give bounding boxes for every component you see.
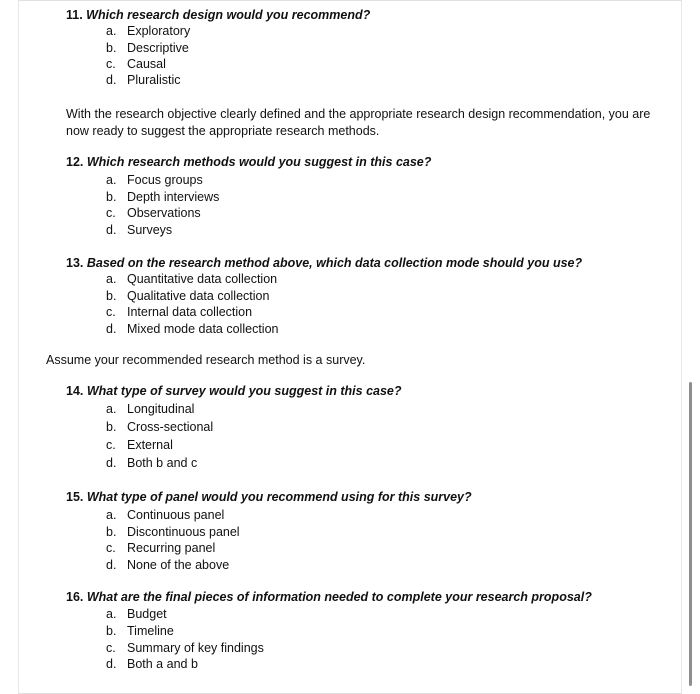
option-text: Summary of key findings — [127, 641, 264, 655]
option-text: Qualitative data collection — [127, 289, 270, 303]
option-letter: a. — [106, 272, 117, 286]
q14-option-c[interactable] — [106, 438, 173, 452]
option-text: Pluralistic — [127, 73, 181, 87]
question-11 — [66, 8, 370, 22]
q15-option-c[interactable] — [106, 541, 215, 555]
option-text: Focus groups — [127, 173, 203, 187]
option-letter: a. — [106, 24, 117, 38]
option-letter: b. — [106, 624, 117, 638]
question-number: 14. — [66, 384, 84, 398]
option-letter: d. — [106, 73, 117, 87]
option-text: Recurring panel — [127, 541, 216, 555]
q16-option-a[interactable] — [106, 607, 167, 621]
q14-option-a[interactable] — [106, 402, 194, 416]
option-letter: b. — [106, 420, 117, 434]
question-text: What type of survey would you suggest in this case? — [86, 384, 402, 398]
option-text: Continuous panel — [127, 508, 225, 522]
question-text: Based on the research method above, which data collection mode should you use? — [86, 256, 583, 270]
q14-option-d[interactable] — [106, 456, 197, 470]
q12-option-a[interactable] — [106, 173, 203, 187]
question-text: Which research methods would you suggest in this case? — [86, 155, 432, 169]
option-letter: b. — [106, 525, 117, 539]
q11-option-c[interactable] — [106, 57, 166, 71]
question-13 — [66, 256, 582, 270]
option-letter: a. — [106, 173, 117, 187]
option-letter: a. — [106, 402, 117, 416]
option-letter: b. — [106, 190, 117, 204]
option-letter: a. — [106, 508, 117, 522]
option-text: Timeline — [127, 624, 174, 638]
question-text: What are the final pieces of information needed to complete your research proposal? — [86, 590, 592, 604]
option-letter: c. — [106, 641, 116, 655]
option-text: Exploratory — [127, 24, 191, 38]
q12-option-d[interactable] — [106, 223, 172, 237]
question-number: 12. — [66, 155, 84, 169]
q16-option-c[interactable] — [106, 641, 264, 655]
question-number: 15. — [66, 490, 84, 504]
transition-paragraph: With the research objective clearly defined and the appropriate research design recommendation, you are now ready to suggest the appropriate research methods. — [66, 107, 651, 138]
option-text: Both a and b — [127, 657, 198, 671]
survey-note: Assume your recommended research method is a survey. — [46, 353, 366, 367]
q16-option-b[interactable] — [106, 624, 174, 638]
q15-option-b[interactable] — [106, 525, 240, 539]
option-letter: c. — [106, 57, 116, 71]
option-text: Both b and c — [127, 456, 198, 470]
option-text: Cross-sectional — [127, 420, 214, 434]
option-text: Surveys — [127, 223, 173, 237]
q14-option-b[interactable] — [106, 420, 213, 434]
q12-option-b[interactable] — [106, 190, 219, 204]
q13-option-a[interactable] — [106, 272, 277, 286]
option-letter: d. — [106, 223, 117, 237]
q13-option-b[interactable] — [106, 289, 269, 303]
option-text: Descriptive — [127, 41, 189, 55]
option-text: None of the above — [127, 558, 230, 572]
option-text: External — [127, 438, 173, 452]
option-text: Budget — [127, 607, 167, 621]
q12-option-c[interactable] — [106, 206, 201, 220]
option-text: Longitudinal — [127, 402, 195, 416]
q13-option-c[interactable] — [106, 305, 252, 319]
option-text: Internal data collection — [127, 305, 253, 319]
option-letter: c. — [106, 541, 116, 555]
question-number: 16. — [66, 590, 84, 604]
option-letter: b. — [106, 289, 117, 303]
question-16 — [66, 590, 592, 604]
question-12 — [66, 155, 431, 169]
question-number: 11. — [66, 8, 83, 22]
option-letter: b. — [106, 41, 117, 55]
q11-option-b[interactable] — [106, 41, 189, 55]
option-letter: a. — [106, 607, 117, 621]
option-letter: d. — [106, 657, 117, 671]
page-border-top — [18, 0, 682, 1]
option-letter: d. — [106, 558, 117, 572]
question-14 — [66, 384, 402, 398]
question-text: What type of panel would you recommend using for this survey? — [86, 490, 472, 504]
q11-option-d[interactable] — [106, 73, 181, 87]
option-text: Quantitative data collection — [127, 272, 278, 286]
option-text: Observations — [127, 206, 201, 220]
page-border-left — [18, 0, 19, 694]
question-number: 13. — [66, 256, 84, 270]
option-letter: c. — [106, 206, 116, 220]
q16-option-d[interactable] — [106, 657, 198, 671]
option-letter: c. — [106, 305, 116, 319]
vertical-scrollbar[interactable] — [689, 382, 692, 686]
option-letter: c. — [106, 438, 116, 452]
q13-option-d[interactable] — [106, 322, 278, 336]
option-letter: d. — [106, 456, 117, 470]
q15-option-a[interactable] — [106, 508, 224, 522]
page-border-right — [681, 0, 682, 694]
option-text: Depth interviews — [127, 190, 220, 204]
question-15 — [66, 490, 472, 504]
question-text: Which research design would you recommend? — [86, 8, 371, 22]
q15-option-d[interactable] — [106, 558, 229, 572]
option-text: Causal — [127, 57, 166, 71]
q11-option-a[interactable] — [106, 24, 190, 38]
option-text: Mixed mode data collection — [127, 322, 279, 336]
option-text: Discontinuous panel — [127, 525, 240, 539]
option-letter: d. — [106, 322, 117, 336]
